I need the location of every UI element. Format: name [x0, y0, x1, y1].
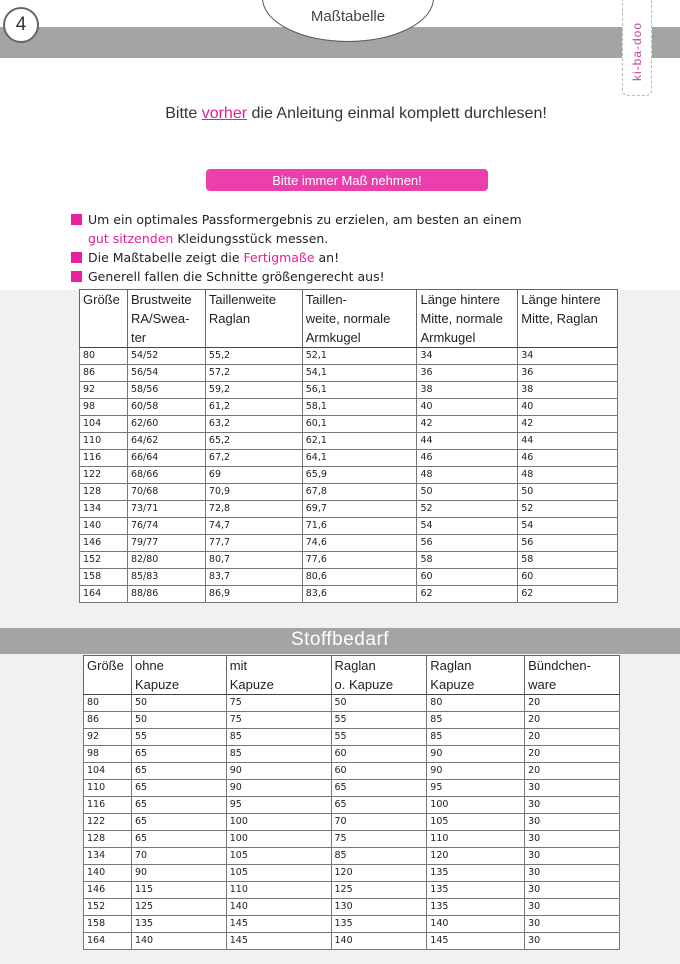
table-cell: 86 [80, 365, 128, 382]
size-table-header-line: Raglan [208, 311, 251, 326]
table-cell: 110 [84, 780, 132, 797]
table-cell: 30 [525, 780, 620, 797]
table-cell: 90 [131, 865, 226, 882]
table-cell: 120 [331, 865, 427, 882]
table-row [80, 416, 618, 433]
table-cell: 54 [417, 518, 518, 535]
table-cell: 82/80 [127, 552, 205, 569]
table-cell: 61,2 [205, 399, 302, 416]
size-table-body [80, 348, 618, 603]
table-cell: 98 [80, 399, 128, 416]
table-cell: 76/74 [127, 518, 205, 535]
table-cell: 128 [84, 831, 132, 848]
table-cell: 58 [417, 552, 518, 569]
table-cell: 116 [84, 797, 132, 814]
table-cell: 30 [525, 899, 620, 916]
table-cell: 92 [80, 382, 128, 399]
table-cell: 135 [331, 916, 427, 933]
table-cell: 90 [226, 763, 331, 780]
table-row [84, 814, 620, 831]
table-cell: 65 [131, 814, 226, 831]
table-cell: 74,7 [205, 518, 302, 535]
table-cell: 65 [331, 797, 427, 814]
fabric-table-header-line: Raglan [430, 658, 472, 673]
table-cell: 62,1 [302, 433, 417, 450]
table-cell: 50 [518, 484, 618, 501]
size-table-header-line: Mitte, normale [420, 311, 503, 326]
size-table-header [80, 290, 618, 348]
table-cell: 65 [131, 780, 226, 797]
table-cell: 20 [525, 746, 620, 763]
table-cell: 60 [331, 746, 427, 763]
fabric-table-header-line: ohne [134, 658, 164, 673]
table-cell: 30 [525, 916, 620, 933]
table-cell: 55 [131, 729, 226, 746]
table-row [80, 433, 618, 450]
table-cell: 130 [331, 899, 427, 916]
bullet-square-icon [71, 252, 82, 263]
table-cell: 52 [518, 501, 618, 518]
size-table-header-line: Länge hintere [420, 292, 500, 307]
table-cell: 20 [525, 729, 620, 746]
table-cell: 64,1 [302, 450, 417, 467]
table-cell: 135 [427, 882, 525, 899]
table-cell: 80 [84, 695, 132, 712]
table-cell: 86,9 [205, 586, 302, 603]
table-cell: 116 [80, 450, 128, 467]
table-row [80, 467, 618, 484]
table-cell: 83,7 [205, 569, 302, 586]
table-row [84, 848, 620, 865]
table-cell: 20 [525, 763, 620, 780]
page-number: 4 [3, 7, 39, 43]
size-table-header-line: Länge hintere [521, 292, 601, 307]
table-cell: 85 [331, 848, 427, 865]
size-table-header-line: ter [130, 330, 147, 345]
table-cell: 34 [417, 348, 518, 365]
table-cell: 40 [518, 399, 618, 416]
table-cell: 64/62 [127, 433, 205, 450]
table-cell: 146 [80, 535, 128, 552]
section-title: Stoffbedarf [290, 629, 390, 650]
table-cell: 54 [518, 518, 618, 535]
table-row [84, 899, 620, 916]
table-row [84, 695, 620, 712]
table-cell: 36 [518, 365, 618, 382]
fabric-table-header-cell [427, 656, 525, 695]
fabric-table-header-cell [226, 656, 331, 695]
table-cell: 55,2 [205, 348, 302, 365]
table-cell: 104 [80, 416, 128, 433]
table-cell: 20 [525, 695, 620, 712]
table-cell: 85 [226, 729, 331, 746]
table-cell: 56 [518, 535, 618, 552]
table-cell: 58,1 [302, 399, 417, 416]
page-title: Maßtabelle [310, 8, 386, 25]
table-cell: 85 [427, 729, 525, 746]
table-row [84, 763, 620, 780]
table-row [80, 501, 618, 518]
table-cell: 34 [518, 348, 618, 365]
table-cell: 80,6 [302, 569, 417, 586]
table-cell: 75 [226, 712, 331, 729]
table-cell: 65 [131, 746, 226, 763]
brand-logo: ki-ba-doo [630, 21, 644, 81]
table-cell: 104 [84, 763, 132, 780]
table-cell: 52,1 [302, 348, 417, 365]
bullet-square-icon [71, 214, 82, 225]
table-cell: 77,7 [205, 535, 302, 552]
bullet-text: an! [314, 250, 340, 265]
fabric-table [83, 655, 620, 950]
table-cell: 95 [427, 780, 525, 797]
table-cell: 145 [427, 933, 525, 950]
table-cell: 58/56 [127, 382, 205, 399]
table-cell: 55 [331, 712, 427, 729]
table-cell: 56,1 [302, 382, 417, 399]
table-cell: 145 [226, 916, 331, 933]
table-cell: 83,6 [302, 586, 417, 603]
size-table-header-cell [205, 290, 302, 348]
table-cell: 48 [518, 467, 618, 484]
table-row [84, 916, 620, 933]
table-cell: 68/66 [127, 467, 205, 484]
table-cell: 60 [417, 569, 518, 586]
table-cell: 115 [131, 882, 226, 899]
table-cell: 65 [331, 780, 427, 797]
table-cell: 56 [417, 535, 518, 552]
table-cell: 77,6 [302, 552, 417, 569]
fabric-table-header-cell [331, 656, 427, 695]
table-cell: 100 [226, 831, 331, 848]
table-cell: 85 [427, 712, 525, 729]
table-cell: 140 [427, 916, 525, 933]
size-table-header-line: Brustweite [130, 292, 192, 307]
table-cell: 30 [525, 848, 620, 865]
table-cell: 164 [80, 586, 128, 603]
table-cell: 65,2 [205, 433, 302, 450]
size-table-header-line: Taillen- [305, 292, 347, 307]
table-cell: 75 [226, 695, 331, 712]
table-cell: 73/71 [127, 501, 205, 518]
table-cell: 158 [84, 916, 132, 933]
table-cell: 65 [131, 797, 226, 814]
table-cell: 90 [427, 763, 525, 780]
table-row [80, 535, 618, 552]
table-cell: 46 [417, 450, 518, 467]
table-cell: 105 [226, 865, 331, 882]
table-cell: 152 [84, 899, 132, 916]
table-cell: 120 [427, 848, 525, 865]
intro-line [0, 105, 680, 123]
table-cell: 90 [226, 780, 331, 797]
table-cell: 95 [226, 797, 331, 814]
table-cell: 62/60 [127, 416, 205, 433]
table-cell: 36 [417, 365, 518, 382]
table-cell: 128 [80, 484, 128, 501]
table-cell: 40 [417, 399, 518, 416]
table-cell: 80 [427, 695, 525, 712]
size-table-header-cell [127, 290, 205, 348]
table-cell: 105 [427, 814, 525, 831]
table-cell: 140 [84, 865, 132, 882]
table-cell: 50 [131, 695, 226, 712]
table-cell: 85 [226, 746, 331, 763]
table-row [80, 569, 618, 586]
table-cell: 145 [226, 933, 331, 950]
table-cell: 135 [427, 899, 525, 916]
bullet-text: Generell fallen die Schnitte größengerecht aus! [88, 269, 385, 284]
table-cell: 60 [518, 569, 618, 586]
table-row [84, 729, 620, 746]
table-cell: 122 [84, 814, 132, 831]
table-cell: 135 [131, 916, 226, 933]
table-row [84, 746, 620, 763]
table-cell: 85/83 [127, 569, 205, 586]
fabric-table-header-line: Raglan [334, 658, 376, 673]
size-table-header-cell [417, 290, 518, 348]
table-cell: 90 [427, 746, 525, 763]
bullet-highlight: gut sitzenden [88, 231, 174, 246]
bullet-text: Um ein optimales Passformergebnis zu erzielen, am besten an einem [88, 212, 522, 227]
table-cell: 54/52 [127, 348, 205, 365]
size-table-header-line: RA/Swea- [130, 311, 190, 326]
table-cell: 88/86 [127, 586, 205, 603]
table-cell: 75 [331, 831, 427, 848]
intro-highlight: vorher [201, 105, 248, 122]
table-cell: 50 [417, 484, 518, 501]
fabric-table-header-line: ware [528, 677, 557, 692]
table-cell: 48 [417, 467, 518, 484]
table-cell: 44 [417, 433, 518, 450]
table-row [80, 399, 618, 416]
fabric-table-header-cell [84, 656, 132, 695]
table-cell: 62 [518, 586, 618, 603]
bullet-list [71, 210, 611, 286]
table-row [80, 382, 618, 399]
table-row [80, 484, 618, 501]
table-cell: 140 [80, 518, 128, 535]
table-cell: 62 [417, 586, 518, 603]
intro-after: die Anleitung einmal komplett durchlesen! [247, 105, 547, 122]
fabric-table-header-cell [131, 656, 226, 695]
table-row [80, 552, 618, 569]
table-cell: 63,2 [205, 416, 302, 433]
table-cell: 59,2 [205, 382, 302, 399]
bullet-text: Kleidungsstück messen. [173, 231, 329, 246]
table-cell: 134 [84, 848, 132, 865]
bullet-item [71, 210, 611, 248]
table-cell: 30 [525, 865, 620, 882]
bullet-square-icon [71, 271, 82, 282]
table-cell: 86 [84, 712, 132, 729]
size-table-header-line: Mitte, Raglan [521, 311, 598, 326]
table-cell: 42 [518, 416, 618, 433]
table-cell: 70 [131, 848, 226, 865]
table-cell: 60,1 [302, 416, 417, 433]
table-cell: 140 [226, 899, 331, 916]
table-cell: 30 [525, 831, 620, 848]
fabric-table-header-line: mit [229, 658, 248, 673]
table-cell: 57,2 [205, 365, 302, 382]
size-table-header-cell [302, 290, 417, 348]
table-cell: 110 [226, 882, 331, 899]
table-cell: 98 [84, 746, 132, 763]
table-row [84, 780, 620, 797]
fabric-table-header-line: Bündchen- [528, 658, 591, 673]
table-cell: 100 [427, 797, 525, 814]
fabric-table-header-line: o. Kapuze [334, 677, 394, 692]
table-cell: 50 [131, 712, 226, 729]
table-row [84, 933, 620, 950]
table-cell: 38 [518, 382, 618, 399]
table-row [80, 518, 618, 535]
table-cell: 20 [525, 712, 620, 729]
table-cell: 69,7 [302, 501, 417, 518]
table-cell: 65 [131, 763, 226, 780]
table-cell: 65,9 [302, 467, 417, 484]
size-table-header-line: Armkugel [305, 330, 361, 345]
bullet-item [71, 267, 611, 286]
table-cell: 38 [417, 382, 518, 399]
table-cell: 110 [427, 831, 525, 848]
table-cell: 56/54 [127, 365, 205, 382]
bullet-text: Die Maßtabelle zeigt die [88, 250, 244, 265]
table-cell: 125 [131, 899, 226, 916]
table-row [84, 882, 620, 899]
table-cell: 46 [518, 450, 618, 467]
table-cell: 50 [331, 695, 427, 712]
table-cell: 122 [80, 467, 128, 484]
fabric-table-header [84, 656, 620, 695]
table-cell: 52 [417, 501, 518, 518]
fabric-table-header-line: Größe [87, 658, 124, 673]
table-cell: 44 [518, 433, 618, 450]
size-table [79, 289, 618, 603]
table-cell: 30 [525, 882, 620, 899]
table-cell: 30 [525, 933, 620, 950]
table-cell: 134 [80, 501, 128, 518]
table-cell: 55 [331, 729, 427, 746]
table-cell: 135 [427, 865, 525, 882]
table-cell: 140 [131, 933, 226, 950]
table-cell: 54,1 [302, 365, 417, 382]
table-row [80, 365, 618, 382]
fabric-table-header-line: Kapuze [229, 677, 274, 692]
size-table-header-line: Taillenweite [208, 292, 277, 307]
table-cell: 146 [84, 882, 132, 899]
bullet-highlight: Fertigmaße [243, 250, 315, 265]
table-cell: 92 [84, 729, 132, 746]
table-cell: 30 [525, 814, 620, 831]
table-cell: 65 [131, 831, 226, 848]
table-row [80, 450, 618, 467]
table-row [84, 865, 620, 882]
fabric-table-body [84, 695, 620, 950]
table-cell: 140 [331, 933, 427, 950]
table-row [80, 348, 618, 365]
table-cell: 30 [525, 797, 620, 814]
intro-before: Bitte [165, 105, 202, 122]
size-table-header-line: weite, normale [305, 311, 391, 326]
table-cell: 105 [226, 848, 331, 865]
table-cell: 125 [331, 882, 427, 899]
table-cell: 70 [331, 814, 427, 831]
table-cell: 58 [518, 552, 618, 569]
table-cell: 60 [331, 763, 427, 780]
table-cell: 152 [80, 552, 128, 569]
table-cell: 72,8 [205, 501, 302, 518]
table-row [80, 586, 618, 603]
table-cell: 60/58 [127, 399, 205, 416]
table-cell: 79/77 [127, 535, 205, 552]
table-cell: 164 [84, 933, 132, 950]
table-cell: 69 [205, 467, 302, 484]
table-row [84, 797, 620, 814]
table-cell: 80 [80, 348, 128, 365]
table-cell: 110 [80, 433, 128, 450]
bullet-item [71, 248, 611, 267]
table-cell: 67,8 [302, 484, 417, 501]
table-cell: 70,9 [205, 484, 302, 501]
size-table-header-line: Armkugel [420, 330, 476, 345]
size-table-header-cell [518, 290, 618, 348]
table-cell: 74,6 [302, 535, 417, 552]
fabric-table-header-cell [525, 656, 620, 695]
table-cell: 158 [80, 569, 128, 586]
table-cell: 70/68 [127, 484, 205, 501]
fabric-table-header-line: Kapuze [134, 677, 180, 692]
table-cell: 42 [417, 416, 518, 433]
table-row [84, 712, 620, 729]
table-row [84, 831, 620, 848]
table-cell: 66/64 [127, 450, 205, 467]
table-cell: 67,2 [205, 450, 302, 467]
table-cell: 100 [226, 814, 331, 831]
size-table-header-line: Größe [83, 292, 120, 307]
table-cell: 80,7 [205, 552, 302, 569]
table-cell: 71,6 [302, 518, 417, 535]
measure-callout: Bitte immer Maß nehmen! [206, 169, 488, 191]
fabric-table-header-line: Kapuze [430, 677, 475, 692]
size-table-header-cell [80, 290, 128, 348]
